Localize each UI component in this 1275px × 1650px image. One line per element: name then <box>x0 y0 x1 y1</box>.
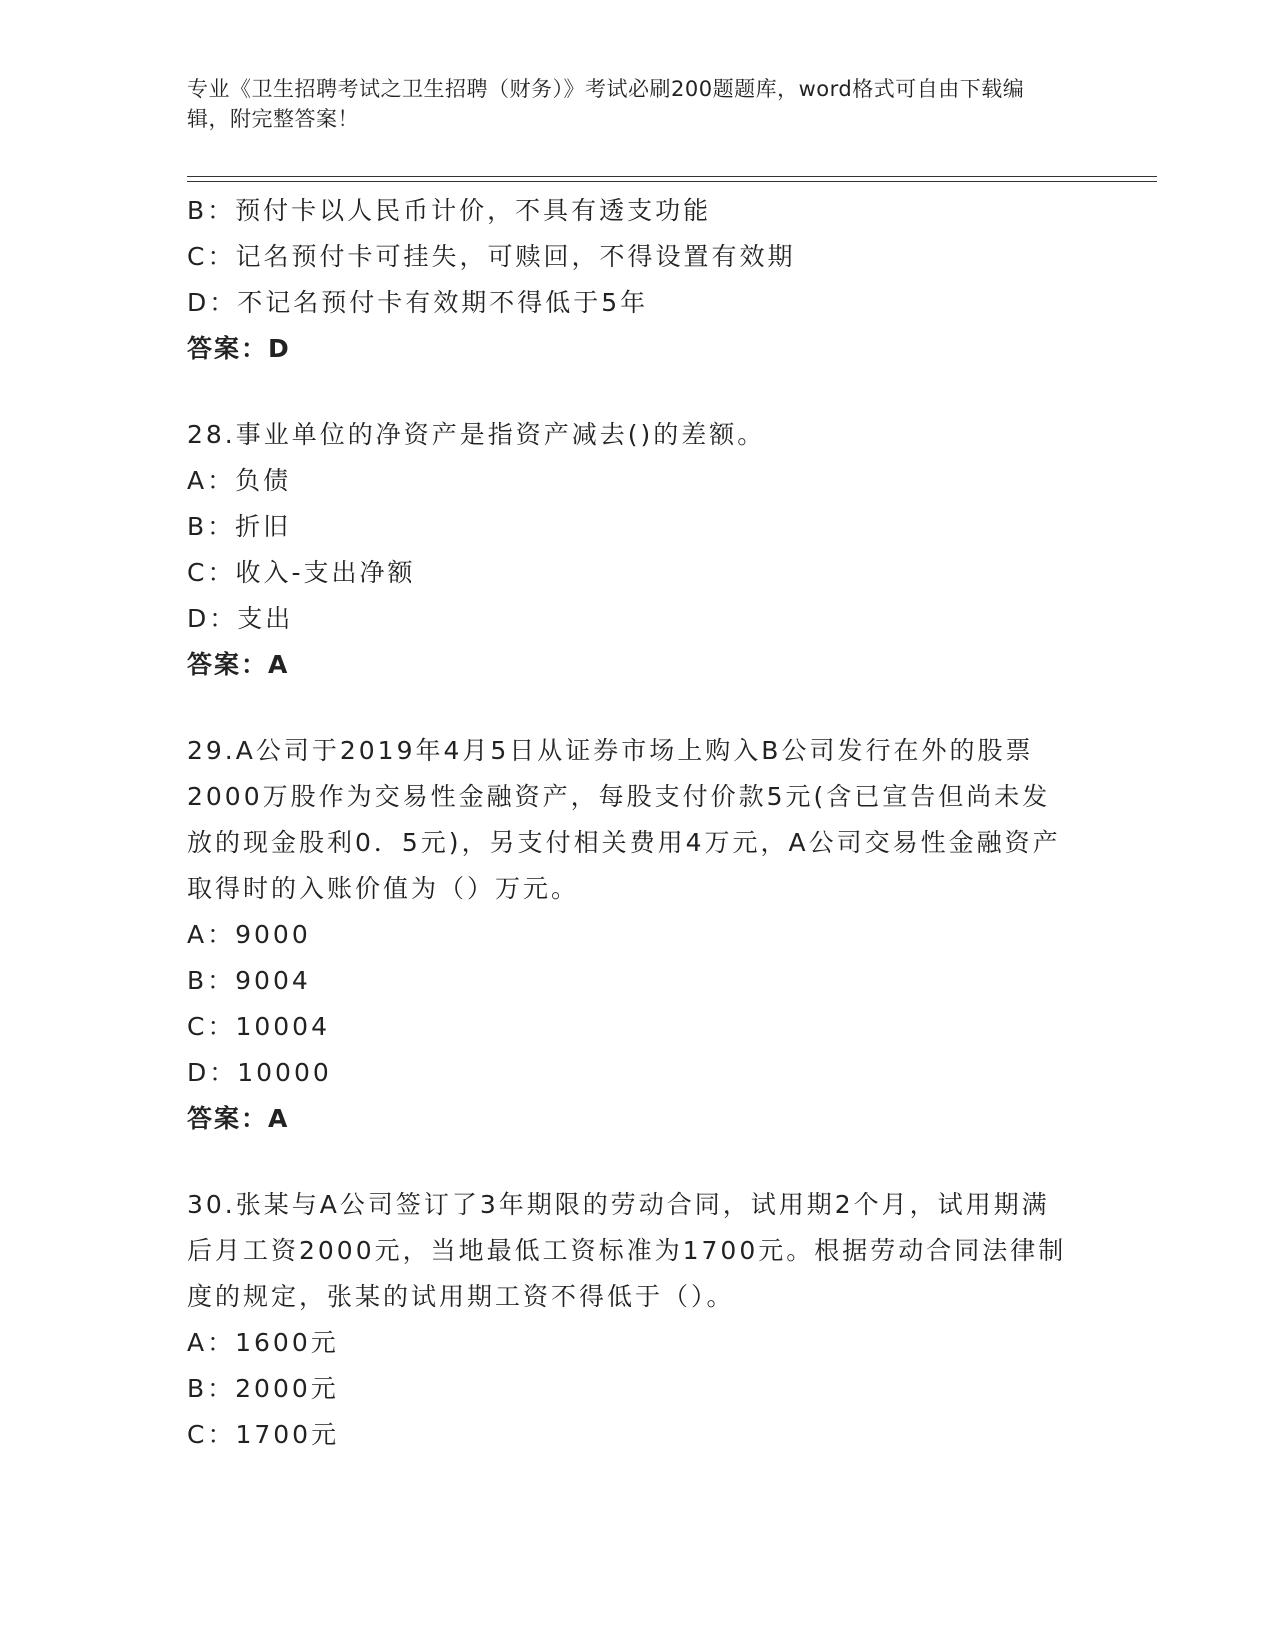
question-stem: 28.事业单位的净资产是指资产减去()的差额。 <box>187 420 766 449</box>
header-divider-top <box>187 176 1157 177</box>
option-a: A：9000 <box>187 920 311 949</box>
option-d: D：不记名预付卡有效期不得低于5年 <box>187 288 649 317</box>
question-stem: 29.A公司于2019年4月5日从证券市场上购入B公司发行在外的股票2000万股作为交易性金融资产，每股支付价款5元(含已宣告但尚未发放的现金股利0．5元)，另支付相关费用4万元，A公司交易性金融资产取得时的入账价值为（）万元。 <box>187 736 1061 903</box>
option-b: B：2000元 <box>187 1374 339 1403</box>
option-a: A：负债 <box>187 466 292 495</box>
spacer <box>187 372 1087 412</box>
question-27-continued <box>187 188 1087 372</box>
answer-line: 答案：D <box>187 334 291 363</box>
spacer <box>187 1142 1087 1182</box>
document-header: 专业《卫生招聘考试之卫生招聘（财务）》考试必刷200题题库，word格式可自由下载编辑，附完整答案！ <box>187 77 1025 131</box>
option-b: B：9004 <box>187 966 311 995</box>
answer-line: 答案：A <box>187 650 290 679</box>
option-b: B：预付卡以人民币计价，不具有透支功能 <box>187 196 712 225</box>
question-content <box>187 188 1087 1458</box>
option-c: C：记名预付卡可挂失，可赎回，不得设置有效期 <box>187 242 796 271</box>
answer-line: 答案：A <box>187 1104 290 1133</box>
option-a: A：1600元 <box>187 1328 339 1357</box>
option-c: C：收入-支出净额 <box>187 558 416 587</box>
question-28 <box>187 412 1087 688</box>
question-30 <box>187 1182 1087 1458</box>
option-c: C：10004 <box>187 1012 330 1041</box>
question-stem: 30.张某与A公司签订了3年期限的劳动合同，试用期2个月，试用期满后月工资2000元，当地最低工资标准为1700元。根据劳动合同法律制度的规定，张某的试用期工资不得低于（）。 <box>187 1190 1067 1311</box>
option-d: D：支出 <box>187 604 294 633</box>
question-29 <box>187 728 1087 1142</box>
option-c: C：1700元 <box>187 1420 340 1449</box>
spacer <box>187 688 1087 728</box>
option-b: B：折旧 <box>187 512 292 541</box>
header-divider-bottom <box>187 181 1157 182</box>
option-d: D：10000 <box>187 1058 332 1087</box>
